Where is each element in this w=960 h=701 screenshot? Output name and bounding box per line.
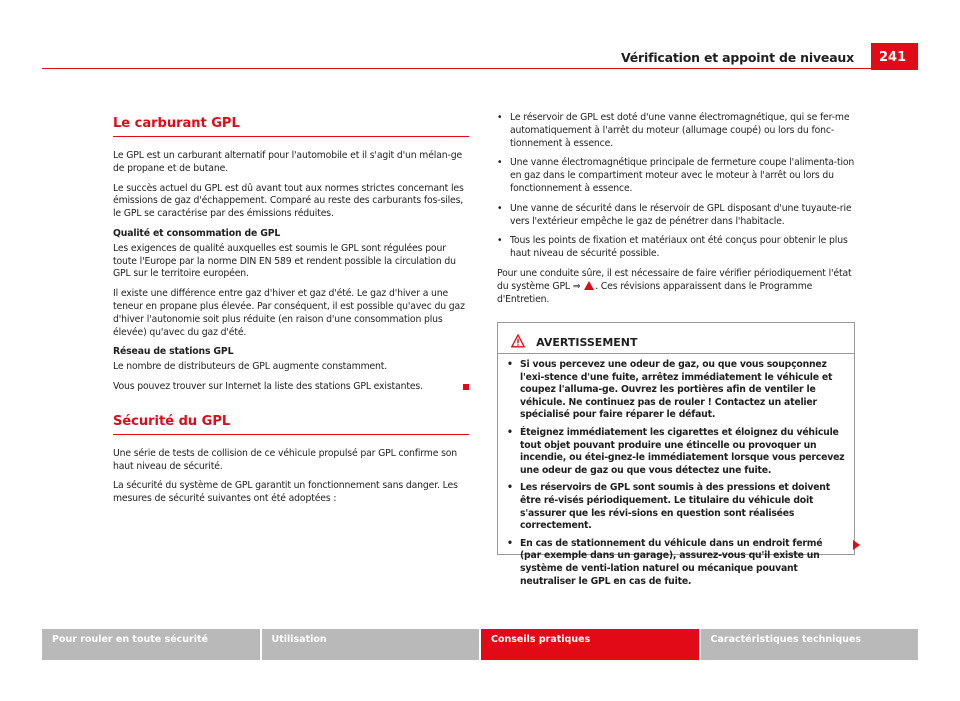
- section-end-marker: [463, 384, 469, 390]
- footer-tab-practical-tips[interactable]: Conseils pratiques: [481, 629, 699, 660]
- warning-box: [497, 322, 855, 587]
- footer-tab-usage[interactable]: Utilisation: [262, 629, 480, 660]
- bullet-item: • Le réservoir de GPL est doté d'une vanne électromagnétique, qui se fer-me automatiquement à l'arrêt du moteur (allumage coupé) ou lors du fonc-tionnement à essence.: [497, 112, 855, 150]
- paragraph-inspection: [497, 268, 855, 306]
- bullet-item: • Une vanne électromagnétique principale de fermeture coupe l'alimenta-tion en gaz dans le compartiment moteur avec le moteur à l'arrêt ou lors du fonctionnement à essence.: [497, 157, 855, 195]
- paragraph-with-end-mark: [113, 381, 469, 394]
- warning-triangle-icon[interactable]: [584, 281, 594, 290]
- bullet-item: • Tous les points de fixation et matériaux ont été conçus pour obtenir le plus haut niveau de sécurité possible.: [497, 235, 855, 261]
- paragraph: Une série de tests de collision de ce véhicule propulsé par GPL confirme son haut niveau de sécurité.: [113, 447, 458, 472]
- warning-triangle-icon: [511, 334, 525, 348]
- footer-tab-technical-specs[interactable]: Caractéristiques techniques: [701, 629, 919, 660]
- section-title-gpl-fuel: Le carburant GPL: [113, 116, 469, 137]
- continue-arrow-icon: [853, 540, 860, 550]
- page-number: 241: [871, 43, 918, 70]
- section-title-gpl-safety: Sécurité du GPL: [113, 414, 469, 435]
- warning-item: • Éteignez immédiatement les cigarettes et éloignez du véhicule tout objet pouvant produire une étincelle ou provoquer un incendie, ou étei-gnez-le immédiatement lorsque vous percevez une odeur de gaz ou que vous détectez une fuite.: [507, 427, 845, 477]
- paragraph: La sécurité du système de GPL garantit un fonctionnement sans danger. Les mesures de sécurité suivantes ont été adoptées :: [113, 480, 458, 505]
- warning-item: • En cas de stationnement du véhicule dans un endroit fermé (par exemple dans un garage), assurez-vous qu'il existe un système de venti-lation naturel ou mécanique pouvant neutraliser le GPL en cas de fuite.: [507, 538, 845, 588]
- paragraph-text: Pour une conduite sûre, il est nécessaire de faire vérifier périodiquement l'état du système GPL ⇒: [497, 267, 852, 292]
- paragraph-text: Vous pouvez trouver sur Internet la liste des stations GPL existantes.: [113, 380, 423, 392]
- warning-item: • Les réservoirs de GPL sont soumis à des pressions et doivent être ré-visés périodiquement. Le titulaire du véhicule doit s'assurer que les révi-sions en question sont réalisées correctement.: [507, 482, 845, 532]
- header-rule: [42, 68, 918, 69]
- left-column: [113, 116, 469, 513]
- footer-tab-safety[interactable]: Pour rouler en toute sécurité: [42, 629, 260, 660]
- paragraph: Le nombre de distributeurs de GPL augmente constamment.: [113, 361, 388, 373]
- paragraph: Les exigences de qualité auxquelles est soumis le GPL sont régulées pour toute l'Europe par la norme DIN EN 589 et rendent possible la circulation du GPL sur le territoire européen.: [113, 242, 456, 280]
- warning-title: AVERTISSEMENT: [536, 336, 638, 349]
- bullet-item: • Une vanne de sécurité dans le réservoir de GPL disposant d'une tuyaute-rie vers l'extérieur empêche le gaz de pénétrer dans l'habitacle.: [497, 203, 855, 229]
- subheading-station-network: Réseau de stations GPL: [113, 346, 234, 358]
- subheading-quality: Qualité et consommation de GPL: [113, 227, 281, 239]
- footer-nav: [42, 629, 918, 660]
- right-column: [497, 112, 855, 313]
- paragraph: Il existe une différence entre gaz d'hiver et gaz d'été. Le gaz d'hiver a une teneur en propane plus élevée. Par conséquent, il est possible qu'avec du gaz d'hiver l'autonomie soit plus réduite (en raison d'une consommation plus élevée) qu'avec du gaz d'été.: [113, 288, 465, 338]
- running-header-title: Vérification et appoint de niveaux: [620, 50, 854, 65]
- paragraph: Le GPL est un carburant alternatif pour l'automobile et il s'agit d'un mélan-ge de propane et de butane.: [113, 150, 463, 174]
- paragraph: Le succès actuel du GPL est dû avant tout aux normes strictes concernant les émissions de gaz d'échappement. Comparé au reste des carburants fos-siles, le GPL se caractérise par des émissions réduites.: [113, 182, 464, 220]
- warning-body: [498, 354, 854, 588]
- paragraph-text: . Ces révisions apparaissent dans le Programme d'Entretien.: [497, 280, 813, 305]
- warning-header: [498, 323, 854, 354]
- warning-item: • Si vous percevez une odeur de gaz, ou que vous soupçonnez l'exi-stence d'une fuite, arrêtez immédiatement le véhicule et coupez l'alluma-ge. Ouvrez les portières afin de ventiler le véhicule. Ne continuez pas de rouler ! Contactez un atelier spécialisé pour faire réparer le défaut.: [507, 359, 845, 422]
